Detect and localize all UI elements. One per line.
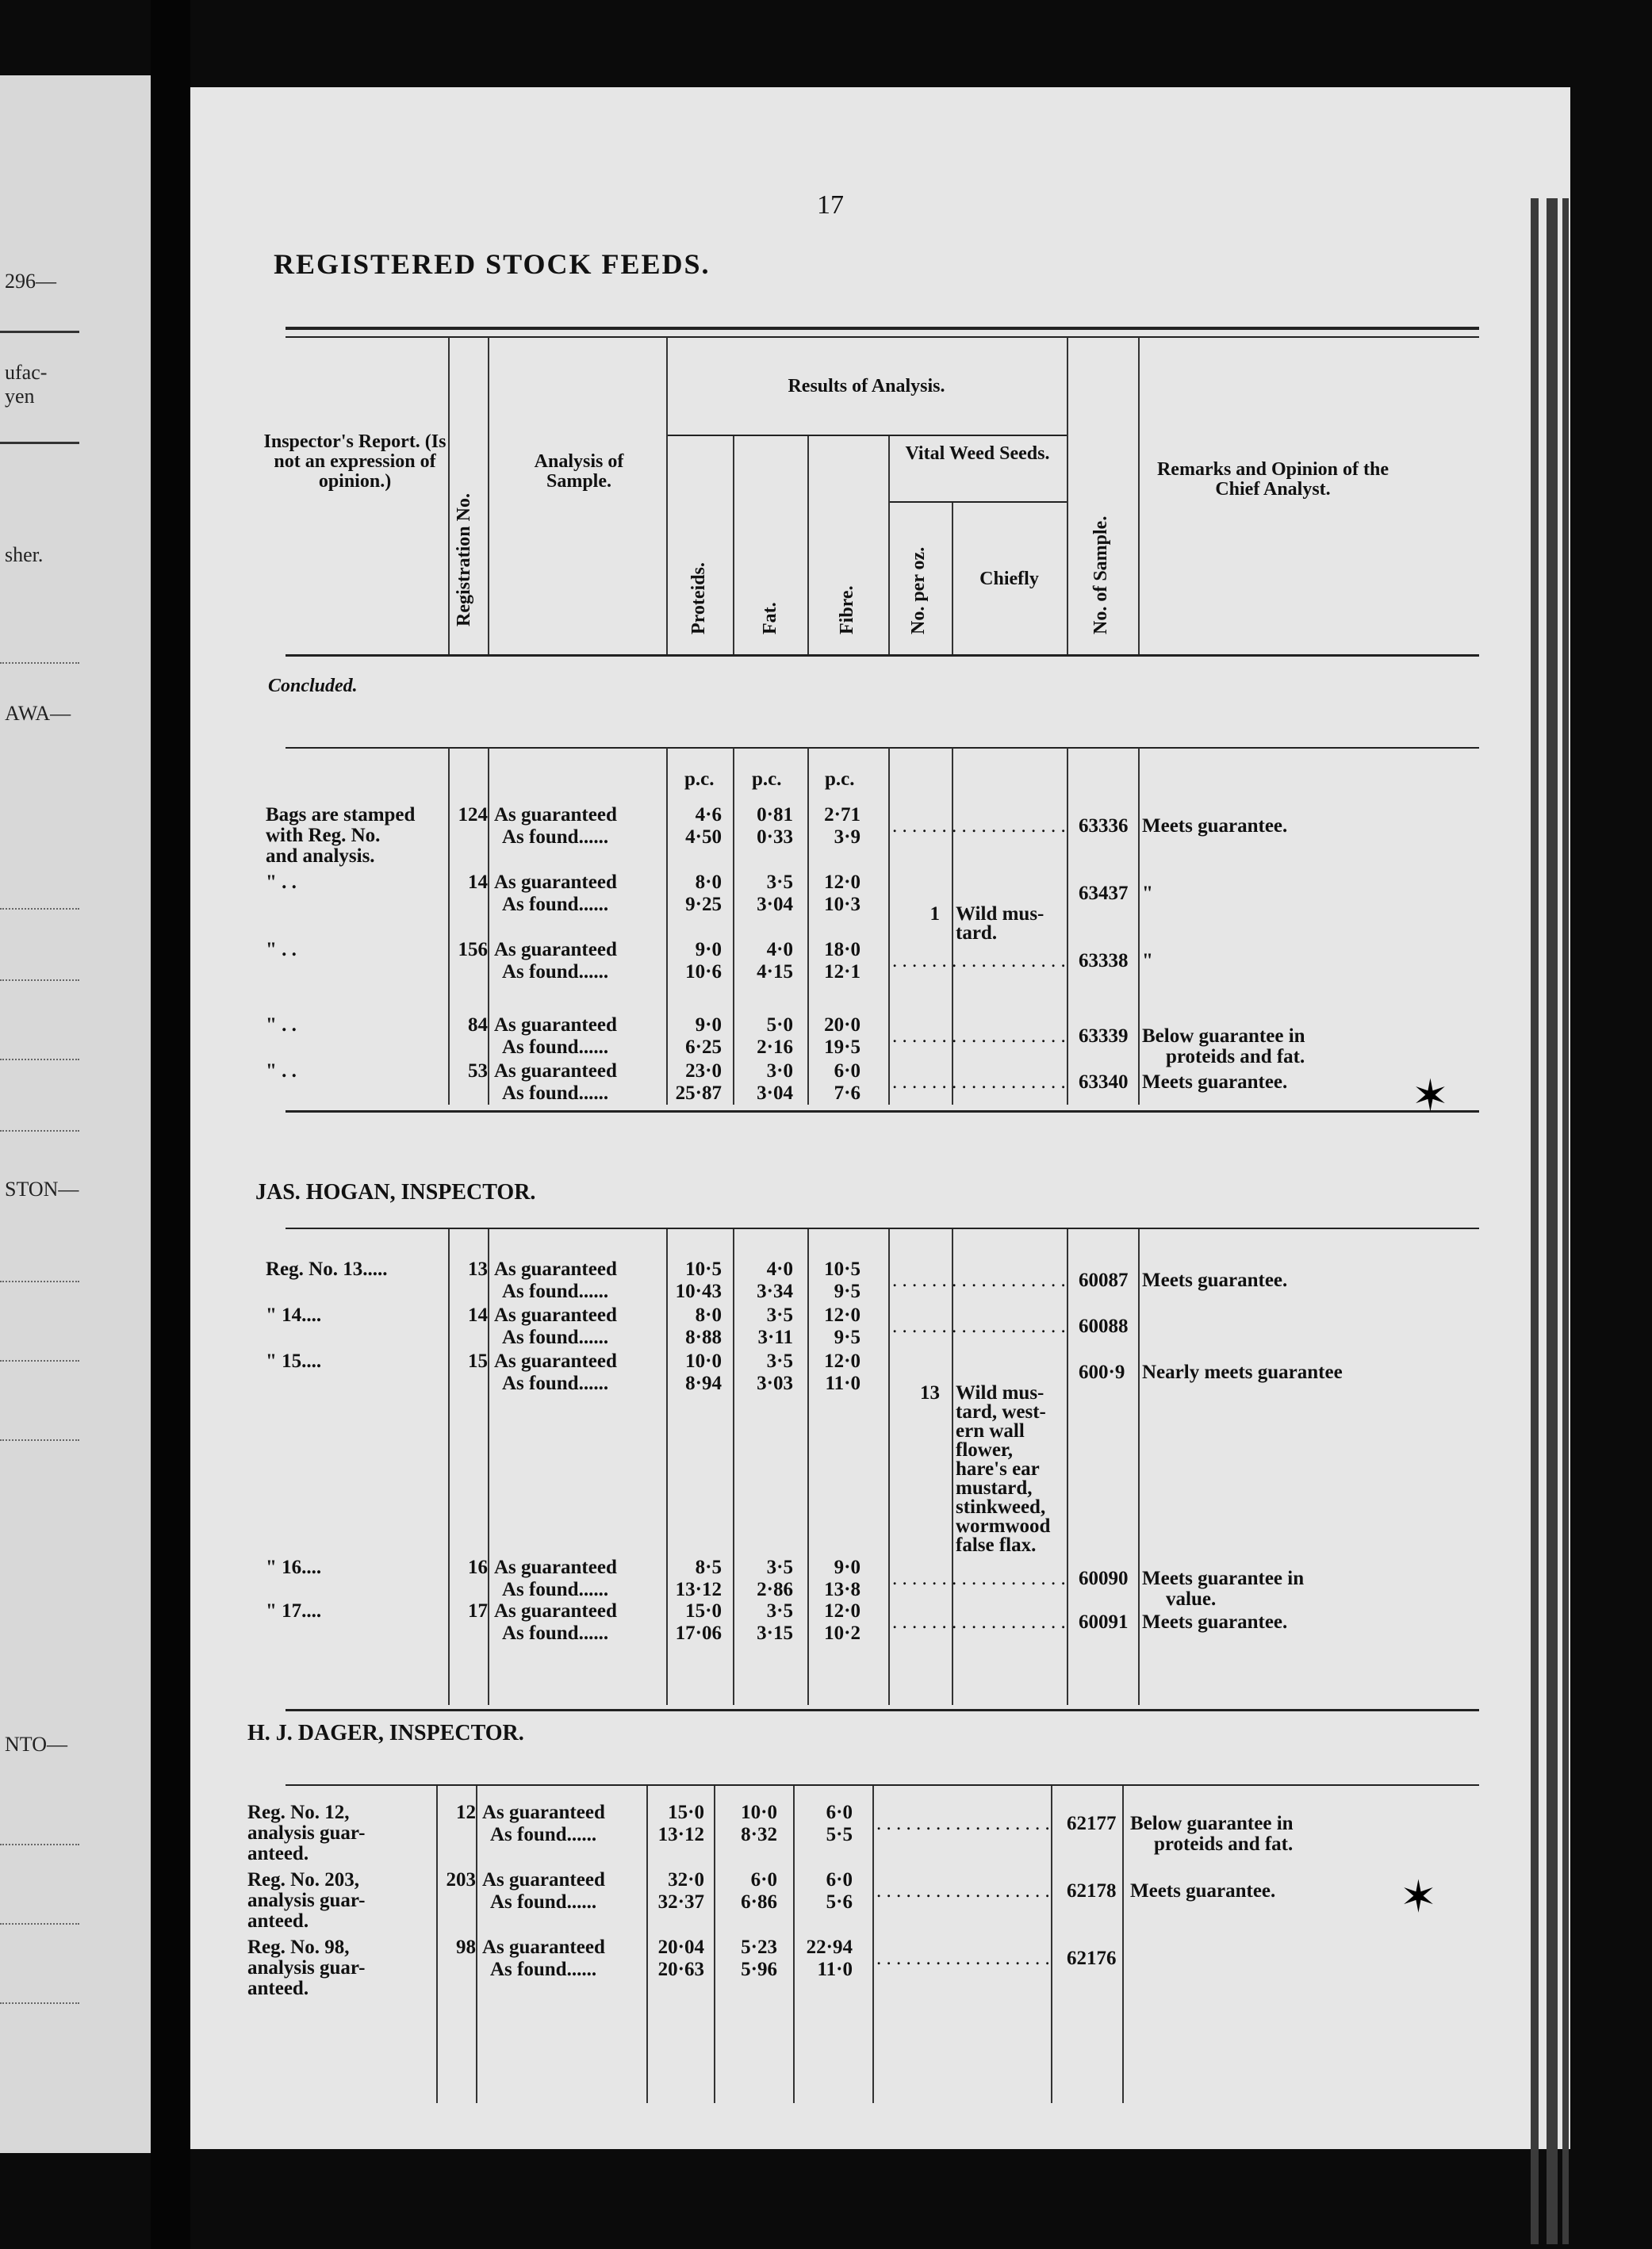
guaranteed-value: 9·0 <box>695 939 722 960</box>
found-value: 11·0 <box>817 1959 853 1980</box>
found-value: 20·63 <box>657 1959 704 1980</box>
inspector-report-text: " . . <box>266 872 297 893</box>
sample-number: 63338 <box>1079 950 1129 971</box>
left-page-fragment: 296— <box>5 270 56 293</box>
found-value: 9·5 <box>834 1327 860 1348</box>
page <box>190 87 1570 2149</box>
section-title-hogan: JAS. HOGAN, INSPECTOR. <box>255 1180 536 1205</box>
guaranteed-value: 4·0 <box>766 939 793 960</box>
sample-number: 60087 <box>1079 1270 1129 1291</box>
guaranteed-value: 10·0 <box>741 1802 777 1823</box>
remark-text: Meets guarantee in <box>1142 1568 1305 1589</box>
column-rule <box>952 1229 953 1705</box>
analysis-as-guaranteed: As guaranteed <box>494 1351 617 1372</box>
guaranteed-value: 12·0 <box>824 1351 860 1372</box>
registration-no: 203 <box>446 1869 476 1891</box>
registration-no: 12 <box>456 1802 476 1823</box>
remark-text: Meets guarantee. <box>1130 1880 1276 1902</box>
registration-no: 17 <box>468 1600 488 1622</box>
left-page-fragment: NTO— <box>5 1733 67 1756</box>
unit-label: p.c. <box>825 768 855 790</box>
column-rule <box>488 748 489 1105</box>
found-value: 0·33 <box>757 826 793 848</box>
guaranteed-value: 18·0 <box>824 939 860 960</box>
guaranteed-value: 10·5 <box>824 1259 860 1280</box>
divider <box>0 1360 79 1362</box>
dot-leader: . . . . . . . . . . . . . . . . . . <box>876 1948 1050 1969</box>
guaranteed-value: 8·0 <box>695 872 722 893</box>
remark-text: Nearly meets guarantee <box>1142 1362 1343 1383</box>
found-value: 2·16 <box>757 1036 793 1058</box>
analysis-as-guaranteed: As guaranteed <box>494 1259 617 1280</box>
found-value: 3·11 <box>757 1327 793 1348</box>
guaranteed-value: 10·5 <box>685 1259 722 1280</box>
left-page-fragment: STON— <box>5 1178 79 1201</box>
concluded-label: Concluded. <box>268 676 358 696</box>
found-value: 3·04 <box>757 1082 793 1104</box>
found-value: 3·34 <box>757 1281 793 1302</box>
analysis-as-guaranteed: As guaranteed <box>482 1937 605 1958</box>
column-rule <box>1138 748 1140 1105</box>
header-no-per-oz: No. per oz. <box>908 546 929 634</box>
column-rule <box>666 748 668 1105</box>
weed-seeds-chiefly: hare's ear <box>956 1458 1040 1480</box>
column-rule <box>646 1786 648 2103</box>
analysis-as-guaranteed: As guaranteed <box>482 1869 605 1891</box>
found-value: 8·94 <box>685 1373 722 1394</box>
sample-number: 60088 <box>1079 1316 1129 1337</box>
sample-number: 63437 <box>1079 883 1129 904</box>
previous-page-edge <box>0 75 151 2153</box>
analysis-as-found: As found...... <box>502 1036 609 1058</box>
header-proteids: Proteids. <box>688 562 709 634</box>
header-remarks: Remarks and Opinion of the Chief Analyst. <box>1156 459 1389 500</box>
page-edge-shadow <box>1562 198 1569 2244</box>
guaranteed-value: 5·23 <box>741 1937 777 1958</box>
unit-label: p.c. <box>684 768 715 790</box>
divider <box>0 979 79 981</box>
weed-rule <box>888 501 1067 503</box>
header-chiefly: Chiefly <box>979 569 1039 589</box>
found-value: 3·15 <box>757 1623 793 1644</box>
analysis-as-guaranteed: As guaranteed <box>482 1802 605 1823</box>
section-rule <box>286 1784 1479 1786</box>
guaranteed-value: 22·94 <box>806 1937 853 1958</box>
left-page-fragment: AWA— <box>5 702 71 725</box>
found-value: 10·2 <box>824 1623 860 1644</box>
guaranteed-value: 3·5 <box>766 1305 793 1326</box>
found-value: 25·87 <box>675 1082 722 1104</box>
inspector-report-text: Reg. No. 12, <box>247 1802 350 1823</box>
divider <box>0 1439 79 1441</box>
found-value: 6·25 <box>685 1036 722 1058</box>
guaranteed-value: 32·0 <box>668 1869 704 1891</box>
column-rule <box>448 748 450 1105</box>
registration-no: 84 <box>468 1014 488 1036</box>
registration-no: 15 <box>468 1351 488 1372</box>
guaranteed-value: 12·0 <box>824 872 860 893</box>
section-title-dager: H. J. DAGER, INSPECTOR. <box>247 1721 524 1745</box>
column-rule <box>1138 1229 1140 1705</box>
sample-number: 60091 <box>1079 1611 1129 1633</box>
divider <box>0 1923 79 1925</box>
section-rule <box>286 1228 1479 1229</box>
guaranteed-value: 10·0 <box>685 1351 722 1372</box>
registration-no: 98 <box>456 1937 476 1958</box>
section-rule <box>286 1110 1479 1113</box>
column-rule <box>807 1229 809 1705</box>
found-value: 8·88 <box>685 1327 722 1348</box>
divider <box>0 1059 79 1060</box>
book-gutter <box>151 0 190 2249</box>
column-rule <box>888 748 890 1105</box>
header-fat: Fat. <box>760 602 780 634</box>
column-rule <box>952 748 953 1105</box>
inspector-report-text: anteed. <box>247 1843 309 1864</box>
guaranteed-value: 3·5 <box>766 1600 793 1622</box>
registration-no: 156 <box>458 939 488 960</box>
header-no-of-sample: No. of Sample. <box>1090 515 1111 634</box>
guaranteed-value: 23·0 <box>685 1060 722 1082</box>
guaranteed-value: 12·0 <box>824 1305 860 1326</box>
sample-number: 63336 <box>1079 815 1129 837</box>
found-value: 13·12 <box>657 1824 704 1845</box>
section-rule <box>286 1709 1479 1711</box>
header-bottom-rule <box>286 654 1479 657</box>
dot-leader: . . . . . . . . . . . . . . . . . . <box>892 1568 1066 1589</box>
registration-no: 14 <box>468 1305 488 1326</box>
left-page-fragment: ufac- <box>5 361 48 384</box>
page-edge-shadow <box>1531 198 1539 2244</box>
weed-seeds-per-oz: 1 <box>929 903 940 925</box>
column-rule <box>1067 748 1068 1105</box>
registration-no: 14 <box>468 872 488 893</box>
dot-leader: . . . . . . . . . . . . . . . . . . <box>892 815 1066 837</box>
sample-number: 63340 <box>1079 1071 1129 1093</box>
left-page-fragment: sher. <box>5 543 44 566</box>
remark-text: proteids and fat. <box>1154 1833 1294 1855</box>
guaranteed-value: 6·0 <box>826 1802 853 1823</box>
remark-text: " <box>1142 883 1153 904</box>
column-rule <box>666 1229 668 1705</box>
inspector-report-text: " 17.... <box>266 1600 322 1622</box>
analysis-as-found: As found...... <box>502 1579 609 1600</box>
weed-seeds-chiefly: tard. <box>956 922 998 944</box>
weed-seeds-chiefly: ern wall <box>956 1420 1025 1442</box>
column-rule <box>1138 337 1140 654</box>
divider <box>0 442 79 444</box>
found-value: 3·9 <box>834 826 860 848</box>
column-rule <box>1067 337 1068 654</box>
weed-seeds-chiefly: flower, <box>956 1439 1013 1461</box>
analysis-as-guaranteed: As guaranteed <box>494 1600 617 1622</box>
header-fibre: Fibre. <box>837 585 857 634</box>
inspector-report-text: analysis guar- <box>247 1957 366 1979</box>
divider <box>0 1281 79 1282</box>
remark-text: Meets guarantee. <box>1142 1270 1288 1291</box>
inspector-report-text: " . . <box>266 939 297 960</box>
guaranteed-value: 9·0 <box>834 1557 860 1578</box>
analysis-as-found: As found...... <box>502 1373 609 1394</box>
inspector-report-text: Reg. No. 203, <box>247 1869 359 1891</box>
analysis-as-guaranteed: As guaranteed <box>494 1014 617 1036</box>
analysis-as-found: As found...... <box>490 1824 597 1845</box>
analysis-as-found: As found...... <box>502 1281 609 1302</box>
guaranteed-value: 6·0 <box>750 1869 777 1891</box>
column-rule <box>733 1229 734 1705</box>
weed-seeds-per-oz: 13 <box>920 1382 940 1404</box>
guaranteed-value: 3·5 <box>766 1351 793 1372</box>
found-value: 10·43 <box>675 1281 722 1302</box>
dot-leader: . . . . . . . . . . . . . . . . . . <box>892 1270 1066 1291</box>
column-rule <box>476 1786 477 2103</box>
column-rule <box>714 1786 715 2103</box>
star-mark: ✶ <box>1400 1873 1437 1922</box>
divider <box>0 331 79 333</box>
column-rule <box>733 436 734 654</box>
analysis-as-found: As found...... <box>490 1959 597 1980</box>
header-top-rule <box>286 336 1479 338</box>
analysis-as-found: As found...... <box>502 826 609 848</box>
analysis-as-found: As found...... <box>502 961 609 983</box>
inspector-report-text: analysis guar- <box>247 1890 366 1911</box>
guaranteed-value: 6·0 <box>826 1869 853 1891</box>
guaranteed-value: 9·0 <box>695 1014 722 1036</box>
sample-number: 62178 <box>1067 1880 1117 1902</box>
column-rule <box>1051 1786 1052 2103</box>
divider <box>0 662 79 664</box>
registration-no: 16 <box>468 1557 488 1578</box>
found-value: 19·5 <box>824 1036 860 1058</box>
remark-text: Meets guarantee. <box>1142 1071 1288 1093</box>
dot-leader: . . . . . . . . . . . . . . . . . . <box>876 1813 1050 1834</box>
weed-seeds-chiefly: tard, west- <box>956 1401 1046 1423</box>
dot-leader: . . . . . . . . . . . . . . . . . . <box>892 1071 1066 1093</box>
guaranteed-value: 20·04 <box>657 1937 704 1958</box>
analysis-as-guaranteed: As guaranteed <box>494 1305 617 1326</box>
analysis-as-found: As found...... <box>490 1891 597 1913</box>
found-value: 10·3 <box>824 894 860 915</box>
found-value: 5·96 <box>741 1959 777 1980</box>
guaranteed-value: 20·0 <box>824 1014 860 1036</box>
column-rule <box>488 1229 489 1705</box>
analysis-as-guaranteed: As guaranteed <box>494 872 617 893</box>
guaranteed-value: 8·5 <box>695 1557 722 1578</box>
divider <box>0 1130 79 1132</box>
dot-leader: . . . . . . . . . . . . . . . . . . <box>876 1880 1050 1902</box>
guaranteed-value: 4·0 <box>766 1259 793 1280</box>
column-rule <box>1067 1229 1068 1705</box>
guaranteed-value: 12·0 <box>824 1600 860 1622</box>
weed-seeds-chiefly: wormwood <box>956 1515 1051 1537</box>
guaranteed-value: 4·6 <box>695 804 722 826</box>
registration-no: 124 <box>458 804 488 826</box>
inspector-report-text: " 15.... <box>266 1351 322 1372</box>
remark-text: Below guarantee in <box>1130 1813 1294 1834</box>
divider <box>0 1844 79 1845</box>
inspector-report-text: Reg. No. 98, <box>247 1937 350 1958</box>
found-value: 3·04 <box>757 894 793 915</box>
dot-leader: . . . . . . . . . . . . . . . . . . <box>892 950 1066 971</box>
page-title: REGISTERED STOCK FEEDS. <box>274 248 711 280</box>
found-value: 13·8 <box>824 1579 860 1600</box>
section-rule <box>286 747 1479 749</box>
inspector-report-text: and analysis. <box>266 845 375 867</box>
sample-number: 600·9 <box>1079 1362 1125 1383</box>
analysis-as-found: As found...... <box>502 1623 609 1644</box>
page-number: 17 <box>817 190 844 220</box>
found-value: 9·5 <box>834 1281 860 1302</box>
found-value: 2·86 <box>757 1579 793 1600</box>
column-rule <box>436 1786 438 2103</box>
column-rule <box>888 436 890 654</box>
guaranteed-value: 3·5 <box>766 872 793 893</box>
analysis-as-guaranteed: As guaranteed <box>494 939 617 960</box>
registration-no: 53 <box>468 1060 488 1082</box>
inspector-report-text: Bags are stamped <box>266 804 416 826</box>
guaranteed-value: 3·0 <box>766 1060 793 1082</box>
found-value: 7·6 <box>834 1082 860 1104</box>
unit-label: p.c. <box>752 768 782 790</box>
weed-seeds-chiefly: stinkweed, <box>956 1496 1046 1518</box>
remark-text: value. <box>1166 1588 1217 1610</box>
column-rule <box>1122 1786 1124 2103</box>
inspector-report-text: anteed. <box>247 1978 309 1999</box>
guaranteed-value: 3·5 <box>766 1557 793 1578</box>
inspector-report-text: analysis guar- <box>247 1822 366 1844</box>
found-value: 17·06 <box>675 1623 722 1644</box>
column-rule <box>807 436 809 654</box>
analysis-as-guaranteed: As guaranteed <box>494 804 617 826</box>
found-value: 9·25 <box>685 894 722 915</box>
guaranteed-value: 15·0 <box>685 1600 722 1622</box>
dot-leader: . . . . . . . . . . . . . . . . . . <box>892 1025 1066 1047</box>
page-edge-shadow <box>1547 198 1558 2244</box>
inspector-report-text: " 14.... <box>266 1305 322 1326</box>
found-value: 4·15 <box>757 961 793 983</box>
inspector-report-text: " . . <box>266 1014 297 1036</box>
analysis-as-guaranteed: As guaranteed <box>494 1060 617 1082</box>
guaranteed-value: 6·0 <box>834 1060 860 1082</box>
analysis-as-found: As found...... <box>502 1082 609 1104</box>
found-value: 3·03 <box>757 1373 793 1394</box>
header-registration-no: Registration No. <box>454 493 474 626</box>
star-mark: ✶ <box>1412 1072 1449 1121</box>
header-results-of-analysis: Results of Analysis. <box>788 376 945 397</box>
weed-seeds-chiefly: Wild mus- <box>956 903 1044 925</box>
analysis-as-guaranteed: As guaranteed <box>494 1557 617 1578</box>
found-value: 32·37 <box>657 1891 704 1913</box>
sample-number: 63339 <box>1079 1025 1129 1047</box>
inspector-report-text: " . . <box>266 1060 297 1082</box>
found-value: 12·1 <box>824 961 860 983</box>
remark-text: " <box>1142 950 1153 971</box>
sample-number: 62176 <box>1067 1948 1117 1969</box>
found-value: 8·32 <box>741 1824 777 1845</box>
dot-leader: . . . . . . . . . . . . . . . . . . <box>892 1611 1066 1633</box>
sample-number: 60090 <box>1079 1568 1129 1589</box>
guaranteed-value: 2·71 <box>824 804 860 826</box>
header-analysis-of-sample: Analysis of Sample. <box>534 451 624 492</box>
column-rule <box>448 337 450 654</box>
weed-seeds-chiefly: false flax. <box>956 1534 1037 1556</box>
divider <box>0 2002 79 2004</box>
inspector-report-text: anteed. <box>247 1910 309 1932</box>
weed-seeds-chiefly: mustard, <box>956 1477 1033 1499</box>
found-value: 5·5 <box>826 1824 853 1845</box>
column-rule <box>807 748 809 1105</box>
remark-text: Meets guarantee. <box>1142 815 1288 837</box>
inspector-report-text: Reg. No. 13..... <box>266 1259 388 1280</box>
column-rule <box>448 1229 450 1705</box>
left-page-fragment: yen <box>5 385 35 408</box>
inspector-report-text: with Reg. No. <box>266 825 381 846</box>
header-top-rule <box>286 327 1479 330</box>
header-inspector-report: Inspector's Report. (Is not an expression of opinion.) <box>263 431 447 492</box>
inspector-report-text: " 16.... <box>266 1557 322 1578</box>
column-rule <box>793 1786 795 2103</box>
column-rule <box>733 748 734 1105</box>
column-rule <box>872 1786 874 2103</box>
found-value: 4·50 <box>685 826 722 848</box>
remark-text: Below guarantee in <box>1142 1025 1305 1047</box>
divider <box>0 908 79 910</box>
found-value: 13·12 <box>675 1579 722 1600</box>
weed-seeds-chiefly: Wild mus- <box>956 1382 1044 1404</box>
column-rule <box>488 337 489 654</box>
header-vital-weed-seeds: Vital Weed Seeds. <box>905 443 1050 464</box>
found-value: 6·86 <box>741 1891 777 1913</box>
found-value: 10·6 <box>685 961 722 983</box>
dot-leader: . . . . . . . . . . . . . . . . . . <box>892 1316 1066 1337</box>
found-value: 11·0 <box>825 1373 860 1394</box>
guaranteed-value: 0·81 <box>757 804 793 826</box>
registration-no: 13 <box>468 1259 488 1280</box>
guaranteed-value: 5·0 <box>766 1014 793 1036</box>
remark-text: Meets guarantee. <box>1142 1611 1288 1633</box>
guaranteed-value: 8·0 <box>695 1305 722 1326</box>
remark-text: proteids and fat. <box>1166 1046 1305 1067</box>
sample-number: 62177 <box>1067 1813 1117 1834</box>
analysis-as-found: As found...... <box>502 1327 609 1348</box>
results-rule <box>666 435 1067 436</box>
guaranteed-value: 15·0 <box>668 1802 704 1823</box>
analysis-as-found: As found...... <box>502 894 609 915</box>
column-rule <box>888 1229 890 1705</box>
found-value: 5·6 <box>826 1891 853 1913</box>
